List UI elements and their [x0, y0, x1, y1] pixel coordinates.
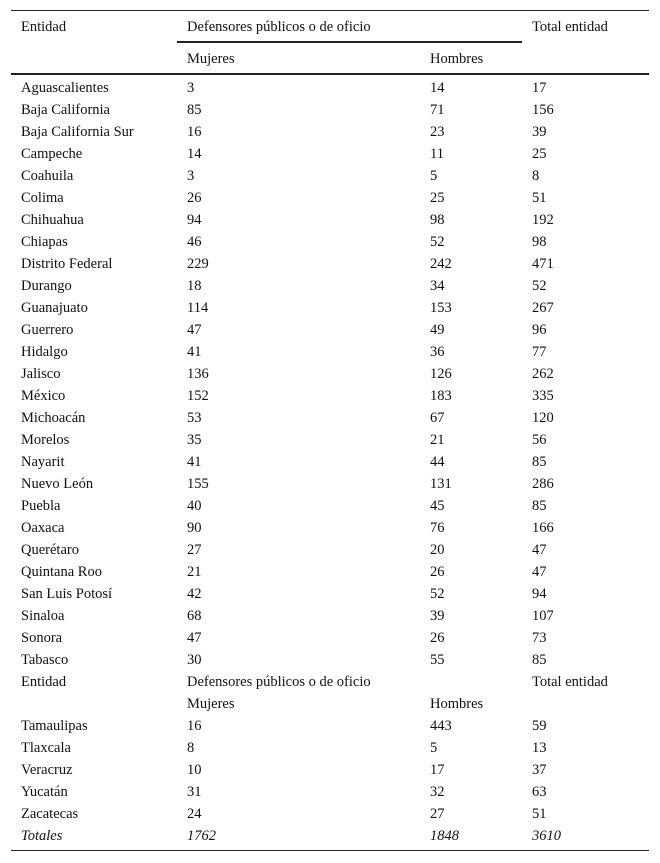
repeat-header-hombres: Hombres: [430, 696, 484, 712]
row-total-cell: 262: [532, 366, 554, 382]
row-total-cell: 51: [532, 190, 547, 206]
header-group: Defensores públicos o de oficio: [187, 19, 371, 35]
row-men-cell: 45: [430, 498, 445, 514]
row-total-cell: 85: [532, 652, 547, 668]
header-entidad: Entidad: [21, 19, 67, 35]
row-total-cell: 47: [532, 564, 547, 580]
row-entity-cell: Coahuila: [21, 168, 74, 184]
row-men-cell: 44: [430, 454, 445, 470]
row-entity-cell: Morelos: [21, 432, 70, 448]
row-total-cell: 73: [532, 630, 547, 646]
row-entity-cell: Guanajuato: [21, 300, 88, 316]
row-women-cell: 47: [187, 630, 202, 646]
row-total-cell: 267: [532, 300, 554, 316]
row-total-cell: 94: [532, 586, 547, 602]
repeat-header-mujeres: Mujeres: [187, 696, 235, 712]
row-women-cell: 53: [187, 410, 202, 426]
row-men-cell: 21: [430, 432, 445, 448]
row-women-cell: 85: [187, 102, 202, 118]
row-total-cell: 51: [532, 806, 547, 822]
row-men-cell: 52: [430, 234, 445, 250]
row-total-cell: 471: [532, 256, 554, 272]
row-men-cell: 131: [430, 476, 452, 492]
row-total-cell: 63: [532, 784, 547, 800]
row-men-cell: 26: [430, 564, 445, 580]
repeat-header-group: Defensores públicos o de oficio: [187, 674, 371, 690]
row-total-cell: 13: [532, 740, 547, 756]
row-men-cell: 5: [430, 740, 438, 756]
row-women-cell: 35: [187, 432, 202, 448]
row-women-cell: 26: [187, 190, 202, 206]
table-bottom-rule: [11, 850, 649, 851]
row-men-cell: 52: [430, 586, 445, 602]
row-men-cell: 34: [430, 278, 445, 294]
row-women-cell: 155: [187, 476, 209, 492]
header-mujeres: Mujeres: [187, 51, 235, 67]
row-entity-cell: Durango: [21, 278, 72, 294]
row-men-cell: 126: [430, 366, 452, 382]
row-entity-cell: Baja California Sur: [21, 124, 134, 140]
row-entity-cell: Quintana Roo: [21, 564, 102, 580]
row-total-cell: 17: [532, 80, 547, 96]
row-men-cell: 25: [430, 190, 445, 206]
row-entity-cell: Baja California: [21, 102, 110, 118]
row-men-cell: 71: [430, 102, 445, 118]
row-total-cell: 37: [532, 762, 547, 778]
header-bottom-rule: [11, 73, 649, 75]
row-entity-cell: Tamaulipas: [21, 718, 88, 734]
row-men-cell: 17: [430, 762, 445, 778]
row-entity-cell: Tabasco: [21, 652, 69, 668]
row-total-cell: 192: [532, 212, 554, 228]
row-entity-cell: Hidalgo: [21, 344, 68, 360]
row-women-cell: 10: [187, 762, 202, 778]
row-men-cell: 39: [430, 608, 445, 624]
row-total-cell: 166: [532, 520, 554, 536]
row-women-cell: 30: [187, 652, 202, 668]
row-women-cell: 14: [187, 146, 202, 162]
row-entity-cell: Veracruz: [21, 762, 73, 778]
row-men-cell: 153: [430, 300, 452, 316]
row-women-cell: 24: [187, 806, 202, 822]
row-entity-cell: Aguascalientes: [21, 80, 109, 96]
row-men-cell: 11: [430, 146, 444, 162]
row-men-cell: 32: [430, 784, 445, 800]
row-men-cell: 26: [430, 630, 445, 646]
row-total-cell: 120: [532, 410, 554, 426]
totals-total-cell: 3610: [532, 828, 561, 844]
row-total-cell: 59: [532, 718, 547, 734]
group-underline: [177, 41, 522, 43]
row-women-cell: 46: [187, 234, 202, 250]
row-men-cell: 76: [430, 520, 445, 536]
row-total-cell: 25: [532, 146, 547, 162]
row-total-cell: 52: [532, 278, 547, 294]
row-men-cell: 36: [430, 344, 445, 360]
row-entity-cell: Jalisco: [21, 366, 61, 382]
repeat-header-entidad: Entidad: [21, 674, 67, 690]
row-entity-cell: Nayarit: [21, 454, 65, 470]
row-women-cell: 8: [187, 740, 195, 756]
header-hombres: Hombres: [430, 51, 484, 67]
row-entity-cell: México: [21, 388, 66, 404]
totals-entity-cell: Totales: [21, 828, 63, 844]
row-women-cell: 90: [187, 520, 202, 536]
row-men-cell: 23: [430, 124, 445, 140]
row-men-cell: 20: [430, 542, 445, 558]
row-total-cell: 286: [532, 476, 554, 492]
row-entity-cell: Zacatecas: [21, 806, 79, 822]
row-women-cell: 21: [187, 564, 202, 580]
row-entity-cell: Puebla: [21, 498, 61, 514]
row-total-cell: 47: [532, 542, 547, 558]
row-total-cell: 8: [532, 168, 540, 184]
row-women-cell: 16: [187, 124, 202, 140]
row-women-cell: 68: [187, 608, 202, 624]
row-men-cell: 98: [430, 212, 445, 228]
header-total: Total entidad: [532, 19, 608, 35]
row-entity-cell: San Luis Potosí: [21, 586, 113, 602]
row-entity-cell: Distrito Federal: [21, 256, 113, 272]
row-women-cell: 18: [187, 278, 202, 294]
row-total-cell: 85: [532, 498, 547, 514]
row-entity-cell: Sonora: [21, 630, 63, 646]
row-entity-cell: Michoacán: [21, 410, 86, 426]
row-women-cell: 41: [187, 454, 202, 470]
row-total-cell: 96: [532, 322, 547, 338]
row-women-cell: 41: [187, 344, 202, 360]
totals-men-cell: 1848: [430, 828, 459, 844]
row-men-cell: 242: [430, 256, 452, 272]
row-men-cell: 49: [430, 322, 445, 338]
row-total-cell: 77: [532, 344, 547, 360]
row-men-cell: 27: [430, 806, 445, 822]
row-men-cell: 55: [430, 652, 445, 668]
row-entity-cell: Tlaxcala: [21, 740, 71, 756]
row-entity-cell: Colima: [21, 190, 64, 206]
row-women-cell: 114: [187, 300, 209, 316]
row-entity-cell: Guerrero: [21, 322, 74, 338]
row-total-cell: 107: [532, 608, 554, 624]
row-total-cell: 56: [532, 432, 547, 448]
row-entity-cell: Oaxaca: [21, 520, 65, 536]
row-women-cell: 3: [187, 168, 195, 184]
row-total-cell: 98: [532, 234, 547, 250]
row-women-cell: 229: [187, 256, 209, 272]
row-women-cell: 42: [187, 586, 202, 602]
row-men-cell: 5: [430, 168, 438, 184]
row-men-cell: 443: [430, 718, 452, 734]
row-entity-cell: Nuevo León: [21, 476, 94, 492]
row-women-cell: 27: [187, 542, 202, 558]
row-women-cell: 3: [187, 80, 195, 96]
row-entity-cell: Campeche: [21, 146, 83, 162]
row-total-cell: 156: [532, 102, 554, 118]
row-women-cell: 47: [187, 322, 202, 338]
row-women-cell: 136: [187, 366, 209, 382]
row-entity-cell: Yucatán: [21, 784, 68, 800]
row-women-cell: 152: [187, 388, 209, 404]
row-total-cell: 85: [532, 454, 547, 470]
row-women-cell: 94: [187, 212, 202, 228]
table-top-rule: [11, 10, 649, 11]
row-entity-cell: Chihuahua: [21, 212, 84, 228]
row-men-cell: 14: [430, 80, 445, 96]
totals-women-cell: 1762: [187, 828, 216, 844]
row-women-cell: 40: [187, 498, 202, 514]
row-total-cell: 39: [532, 124, 547, 140]
repeat-header-total: Total entidad: [532, 674, 608, 690]
row-women-cell: 16: [187, 718, 202, 734]
row-men-cell: 67: [430, 410, 445, 426]
row-total-cell: 335: [532, 388, 554, 404]
row-men-cell: 183: [430, 388, 452, 404]
row-entity-cell: Sinaloa: [21, 608, 65, 624]
row-women-cell: 31: [187, 784, 202, 800]
row-entity-cell: Querétaro: [21, 542, 79, 558]
row-entity-cell: Chiapas: [21, 234, 68, 250]
